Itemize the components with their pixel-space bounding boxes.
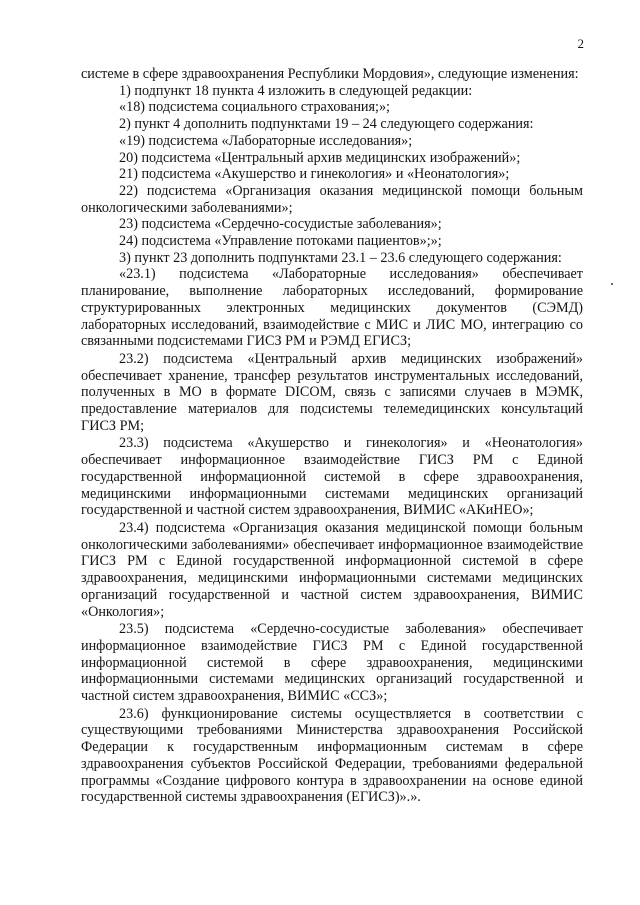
paragraph-item-18: «18) подсистема социального страхования;»; (119, 99, 391, 116)
paragraph-subitem-23-1: «23.1) подсистема «Лабораторные исследования» обеспечивает планирование, выполнение лабораторных исследований, формирование структурированных электронных медицинских документов (СЭМД) лабораторных исследований, взаимодействие с МИС и ЛИС МО, интеграцию со связанными подсистемами ГИСЗ РМ и РЭМД ЕГИСЗ; (81, 266, 583, 350)
paragraph-item-1: 1) подпункт 18 пункта 4 изложить в следующей редакции: (119, 82, 473, 99)
paragraph-item-19: «19) подсистема «Лабораторные исследования»; (119, 132, 413, 149)
paragraph-item-3: 3) пункт 23 дополнить подпунктами 23.1 – 23.6 следующего содержания: (119, 249, 562, 266)
document-body (81, 66, 583, 806)
paragraph-item-24: 24) подсистема «Управление потоками пациентов»;»; (119, 233, 442, 250)
paragraph-item-21: 21) подсистема «Акушерство и гинекология» и «Неонатология»; (119, 166, 510, 183)
paragraph-subitem-23-3: 23.3) подсистема «Акушерство и гинекология» и «Неонатология» обеспечивает информационное взаимодействие ГИСЗ РМ с Единой государственной информационной системой в сфере здравоохранения, медицинскими информационными системами медицинских организаций государственной и частной систем здравоохранения, ВИМИС «АКиНЕО»; (81, 435, 583, 519)
paragraph-subitem-23-4: 23.4) подсистема «Организация оказания медицинской помощи больным онкологическими заболеваниями» обеспечивает информационное взаимодействие ГИСЗ РМ с Единой государственной информационной системой в сфере здравоохранения, медицинскими информационными системами медицинских организаций государственной и частной систем здравоохранения, ВИМИС «Онкология»; (81, 519, 583, 620)
paragraph-intro: системе в сфере здравоохранения Республики Мордовия», следующие изменения: (81, 66, 579, 82)
paragraph-item-22: 22) подсистема «Организация оказания медицинской помощи больным онкологическими заболеваниями»; (81, 182, 583, 216)
page-number: 2 (577, 36, 584, 51)
paragraph-item-20: 20) подсистема «Центральный архив медицинских изображений»; (119, 149, 521, 166)
paragraph-subitem-23-2: 23.2) подсистема «Центральный архив медицинских изображений» обеспечивает хранение, трансфер результатов инструментальных исследований, полученных в МО в формате DICOM, связь с записями случаев в МЭМК, предоставление материалов для подсистемы телемедицинских консультаций ГИСЗ РМ; (81, 350, 583, 434)
paragraph-item-2: 2) пункт 4 дополнить подпунктами 19 – 24 следующего содержания: (119, 116, 534, 133)
scan-speck (611, 283, 613, 285)
paragraph-subitem-23-6: 23.6) функционирование системы осуществляется в соответствии с существующими требованиями Министерства здравоохранения Российской Федерации к государственным информационным системам в сфере здравоохранения субъектов Российской Федерации, требованиями федеральной программы «Создание цифрового контура в здравоохранении на основе единой государственной системы здравоохранения (ЕГИСЗ)».». (81, 705, 583, 806)
paragraph-item-23: 23) подсистема «Сердечно-сосудистые заболевания»; (119, 216, 442, 233)
paragraph-subitem-23-5: 23.5) подсистема «Сердечно-сосудистые заболевания» обеспечивает информационное взаимодействие ГИСЗ РМ с Единой государственной информационной системой в сфере здравоохранения, медицинскими информационными системами медицинских организаций государственной и частной систем здравоохранения, ВИМИС «ССЗ»; (81, 621, 583, 705)
